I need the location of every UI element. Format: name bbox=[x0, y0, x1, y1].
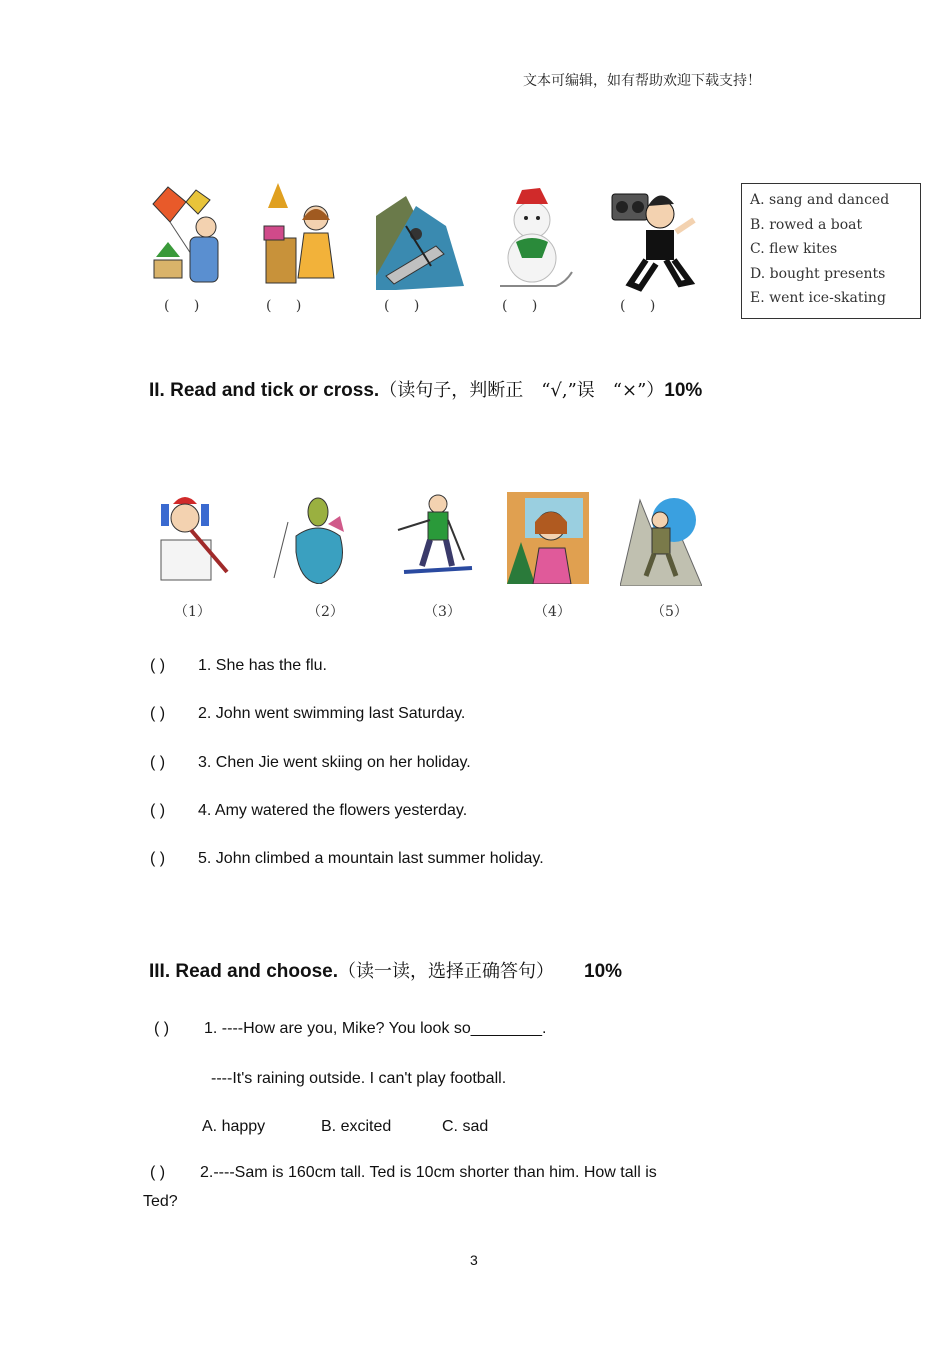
header-note: 文本可编辑，如有帮助欢迎下载支持！ bbox=[523, 73, 761, 89]
option-d: D. bought presents bbox=[750, 265, 886, 282]
statement-row bbox=[150, 754, 471, 772]
answer-blank[interactable]: ( ) bbox=[150, 802, 166, 819]
option-e: E. went ice-skating bbox=[750, 290, 886, 306]
question-2-line2: Ted? bbox=[143, 1193, 178, 1210]
section2-title: II. Read and tick or cross. bbox=[149, 380, 380, 401]
statement-row bbox=[150, 657, 327, 675]
section3-heading bbox=[149, 957, 622, 983]
answer-blank[interactable]: ( ) bbox=[384, 298, 430, 314]
answer-blank[interactable]: ( ) bbox=[154, 1020, 170, 1037]
section3-title-cn: （读一读，选择正确答句） bbox=[338, 961, 554, 982]
answer-blank[interactable]: ( ) bbox=[150, 657, 166, 674]
question-1 bbox=[154, 1020, 546, 1038]
singing-dancing-man-picture bbox=[610, 180, 702, 292]
picture-number: （5） bbox=[651, 604, 688, 620]
statement-text: 2. John went swimming last Saturday. bbox=[198, 705, 466, 722]
mountain-climber-picture bbox=[620, 490, 702, 586]
picture-number: （4） bbox=[534, 604, 571, 620]
question-1-line1: 1. ----How are you, Mike? You look so________. bbox=[204, 1020, 547, 1037]
page-number: 3 bbox=[470, 1252, 478, 1268]
question-1-line2: ----It's raining outside. I can't play football. bbox=[211, 1070, 507, 1087]
girl-with-presents-picture bbox=[258, 178, 340, 290]
statement-row bbox=[150, 705, 465, 723]
answer-blank[interactable]: ( ) bbox=[502, 298, 548, 314]
rowing-boat-picture bbox=[376, 186, 464, 290]
section2-score: 10% bbox=[664, 380, 703, 401]
statement-text: 4. Amy watered the flowers yesterday. bbox=[198, 802, 468, 819]
answer-blank[interactable]: ( ) bbox=[150, 850, 166, 867]
picture-number: （2） bbox=[307, 604, 344, 620]
section3-title: III. Read and choose. bbox=[149, 961, 338, 982]
option-c: C. flew kites bbox=[750, 241, 838, 257]
ice-skating-snowman-picture bbox=[496, 182, 578, 290]
question-2-line1: 2.----Sam is 160cm tall. Ted is 10cm shorter than him. How tall is bbox=[200, 1164, 657, 1181]
option-b: B. rowed a boat bbox=[750, 216, 863, 233]
turtle-swimming-picture bbox=[268, 492, 358, 584]
answer-blank[interactable]: ( ) bbox=[620, 298, 666, 314]
statement-row bbox=[150, 802, 467, 820]
answer-blank[interactable]: ( ) bbox=[164, 298, 210, 314]
skier-picture bbox=[394, 490, 476, 582]
statement-text: 3. Chen Jie went skiing on her holiday. bbox=[198, 754, 471, 771]
answer-blank[interactable]: ( ) bbox=[150, 1164, 166, 1181]
statement-text: 1. She has the flu. bbox=[198, 657, 327, 674]
answer-blank[interactable]: ( ) bbox=[266, 298, 312, 314]
statement-row bbox=[150, 850, 544, 868]
answer-blank[interactable]: ( ) bbox=[150, 754, 166, 771]
section2-heading bbox=[149, 376, 702, 402]
options-box bbox=[741, 183, 921, 319]
statement-text: 5. John climbed a mountain last summer holiday. bbox=[198, 850, 544, 867]
picture-number: （1） bbox=[174, 604, 211, 620]
kite-flying-boy-picture bbox=[148, 182, 230, 292]
section2-title-cn: （读句子，判断正 “√,”误 “×”） bbox=[379, 380, 665, 401]
question-2 bbox=[150, 1164, 657, 1182]
section3-score: 10% bbox=[584, 961, 623, 982]
option-a[interactable]: A. happy bbox=[202, 1118, 266, 1135]
option-c[interactable]: C. sad bbox=[442, 1118, 489, 1135]
picture-number: （3） bbox=[424, 604, 461, 620]
sick-boy-thermometer-picture bbox=[155, 490, 237, 582]
girl-watering-flowers-picture bbox=[507, 492, 589, 584]
answer-blank[interactable]: ( ) bbox=[150, 705, 166, 722]
option-b[interactable]: B. excited bbox=[321, 1118, 392, 1135]
option-a: A. sang and danced bbox=[750, 192, 890, 208]
